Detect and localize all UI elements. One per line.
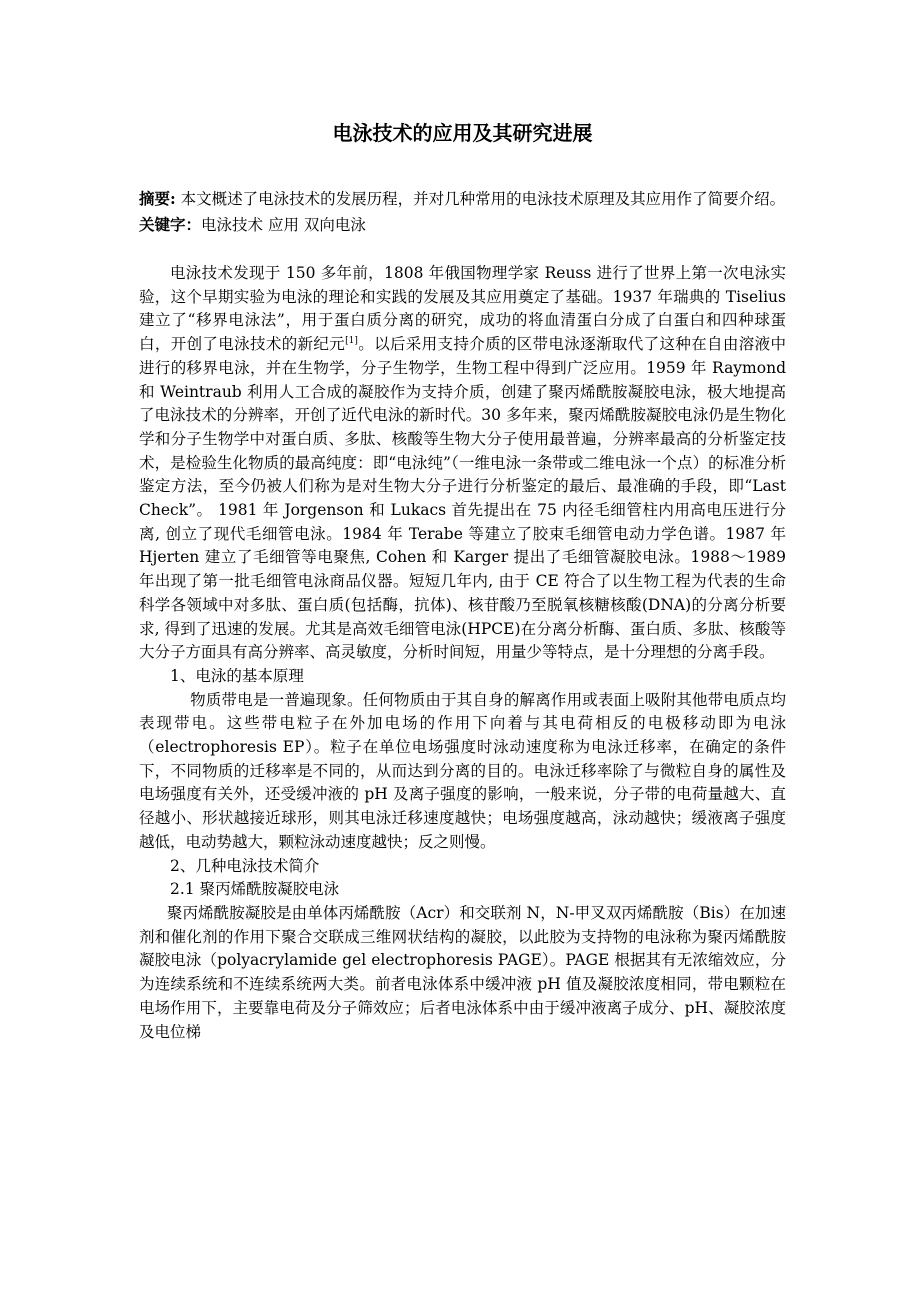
keywords-label: 关键字： [139, 215, 202, 234]
section2-paragraph: 聚丙烯酰胺凝胶是由单体丙烯酰胺（Acr）和交联剂 N，N-甲叉双丙烯酰胺（Bis）在加速剂和催化剂的作用下聚合交联成三维网状结构的凝胶，以此胶为支持物的电泳称为聚丙烯酰胺凝胶电泳（polyacrylamide gel electrophoresis PAGE）。PAGE 根据其有无浓缩效应，分为连续系统和不连续系统两大类。前者电泳体系中缓冲液 pH 值及凝胶浓度相同，带电颗粒在电场作用下，主要靠电荷及分子筛效应；后者电泳体系中由于缓冲液离子成分、pH、凝胶浓度及电位梯 [139, 903, 786, 1041]
section2-1-heading: 2.1 聚丙烯酰胺凝胶电泳 [170, 880, 340, 899]
intro-text-2: 。以后采用支持介质的区带电泳逐渐取代了这种在自由溶液中进行的移界电泳，并在生物学，分子生物学，生物工程中得到广泛应用。1959 年 Raymond 和 Weintraub 利用人工合成的凝胶作为支持介质，创建了聚丙烯酰胺凝胶电泳，极大地提高了电泳技术的分辨率，开创了近代电泳的新时代。30 多年来，聚丙烯酰胺凝胶电泳仍是生物化学和分子生物学中对蛋白质、多肽、核酸等生物大分子使用最普遍，分辨率最高的分析鉴定技术，是检验生化物质的最高纯度：即“电泳纯”（一维电泳一条带或二维电泳一个点）的标准分析鉴定方法，至今仍被人们称为是对生物大分子进行分析鉴定的最后、最准确的手段，即“Last Check”。 1981 年 Jorgenson 和 Lukacs 首先提出在 75 内径毛细管柱内用高电压进行分离, 创立了现代毛细管电泳。1984 年 Terabe 等建立了胶束毛细管电动力学色谱。1987 年 Hjerten 建立了毛细管等电聚焦, Cohen 和 Karger 提出了毛细管凝胶电泳。1988～1989 年出现了第一批毛细管电泳商品仪器。短短几年内, 由于 CE 符合了以生物工程为代表的生命科学各领域中对多肽、蛋白质(包括酶，抗体)、核苷酸乃至脱氧核糖核酸(DNA)的分离分析要求, 得到了迅速的发展。尤其是高效毛细管电泳(HPCE)在分离分析酶、蛋白质、多肽、核酸等大分子方面具有高分辨率、高灵敏度，分析时间短，用量少等特点，是十分理想的分离手段。 [139, 335, 786, 662]
keywords-text: 电泳技术 应用 双向电泳 [201, 216, 366, 234]
section2-heading: 2、几种电泳技术简介 [170, 856, 320, 875]
keywords [139, 212, 786, 238]
citation-ref[interactable]: [1] [345, 335, 358, 346]
spacer [139, 238, 786, 262]
intro-paragraph [139, 262, 786, 665]
document-title: 电泳技术的应用及其研究进展 [332, 121, 593, 145]
abstract [139, 186, 786, 212]
abstract-label: 摘要: [139, 189, 176, 208]
section1-heading: 1、电泳的基本原理 [170, 666, 304, 685]
abstract-text: 本文概述了电泳技术的发展历程，并对几种常用的电泳技术原理及其应用作了简要介绍。 [175, 190, 786, 208]
intro-text-1: 电泳技术发现于 150 多年前，1808 年俄国物理学家 Reuss 进行了世界上第一次电泳实验，这个早期实验为电泳的理论和实践的发展及其应用奠定了基础。1937 年瑞典的 Tiselius 建立了“移界电泳法”，用于蛋白质分离的研究，成功的将血清蛋白分成了白蛋白和四种球蛋白，开创了电泳技术的新纪元 [139, 264, 786, 354]
section1-paragraph: 物质带电是一普遍现象。任何物质由于其自身的解离作用或表面上吸附其他带电质点均表现带电。这些带电粒子在外加电场的作用下向着与其电荷相反的电极移动即为电泳（electrophoresis EP）。粒子在单位电场强度时泳动速度称为电泳迁移率，在确定的条件下，不同物质的迁移率是不同的，从而达到分离的目的。电泳迁移率除了与微粒自身的属性及电场强度有关外，还受缓冲液的 pH 及离子强度的影响，一般来说，分子带的电荷量越大、直径越小、形状越接近球形，则其电泳迁移速度越快；电场强度越高，泳动越快；缓液离子强度越低，电动势越大，颗粒泳动速度越快；反之则慢。 [139, 690, 786, 851]
